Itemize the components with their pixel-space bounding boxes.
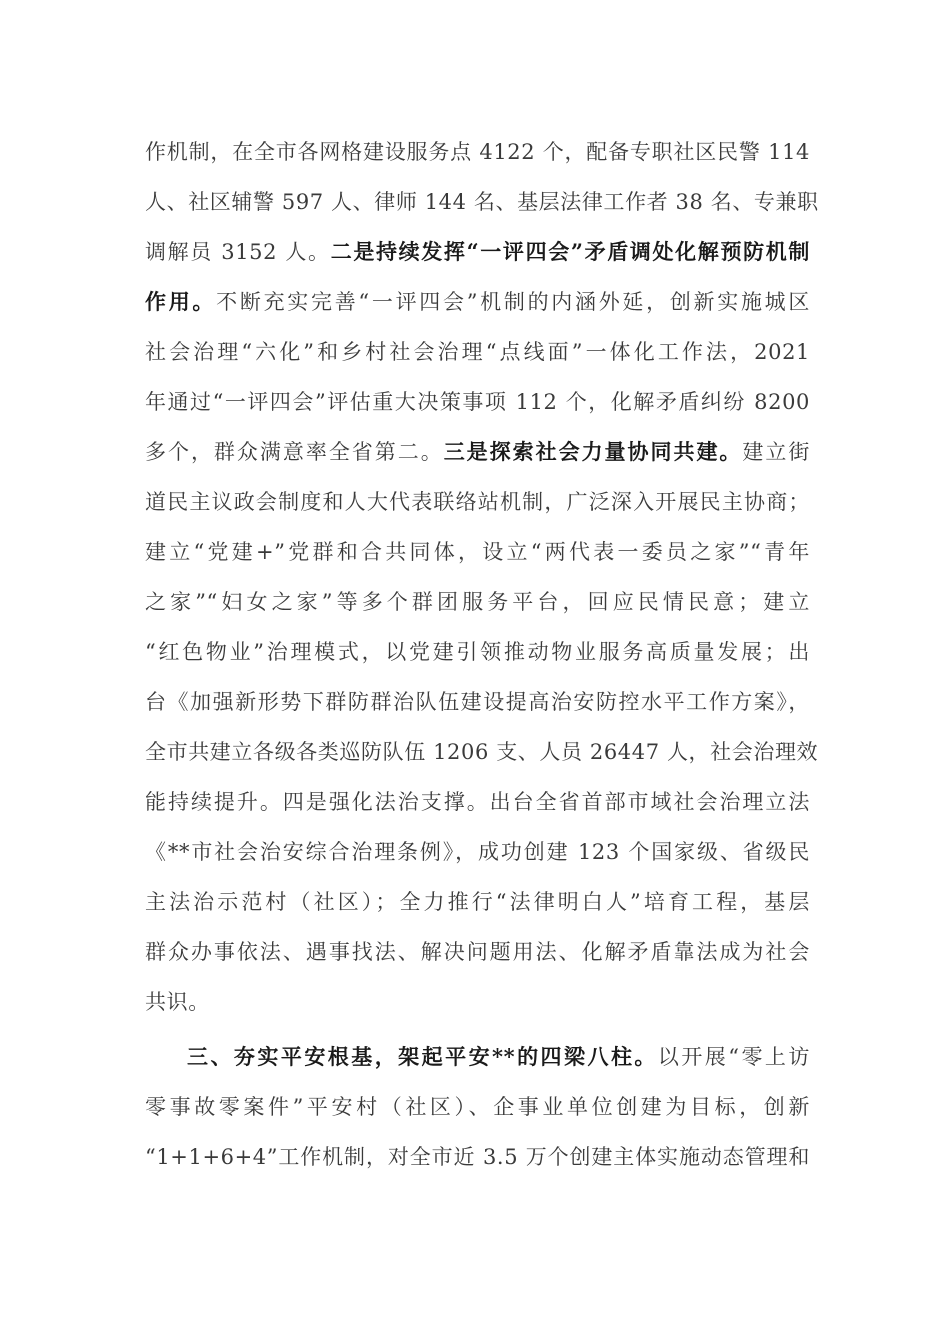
text-segment: “1+1+6+4”工作机制，对全市近 3.5 万个创建主体实施动态管理和 [145, 1145, 810, 1169]
text-line [145, 937, 810, 967]
text-line [145, 437, 810, 467]
text-segment: 不断充实完善“一评四会”机制的内涵外延，创新实施城区 [216, 290, 810, 314]
text-line [145, 787, 810, 817]
text-line [145, 487, 810, 517]
text-segment: 多个，群众满意率全省第二。 [145, 440, 444, 464]
text-line [145, 537, 810, 567]
text-segment: 年通过“一评四会”评估重大决策事项 112 个，化解矛盾纠纷 8200 [145, 390, 810, 414]
text-line [145, 1142, 810, 1172]
text-line [145, 737, 819, 767]
text-line [145, 237, 810, 267]
text-segment: 社会治理“六化”和乡村社会治理“点线面”一体化工作法，2021 [145, 340, 810, 364]
text-line [145, 287, 810, 317]
text-segment: 道民主议政会制度和人大代表联络站机制，广泛深入开展民主协商； [145, 490, 810, 514]
text-line [145, 887, 810, 917]
text-line [145, 637, 810, 667]
text-line [145, 837, 810, 867]
text-segment: 建立街 [742, 440, 810, 464]
text-segment: 台《加强新形势下群防群治队伍建设提高治安防控水平工作方案》， [145, 690, 810, 714]
text-line [145, 187, 819, 217]
text-segment: 主法治示范村（社区）；全力推行“法律明白人”培育工程，基层 [145, 890, 810, 914]
text-segment: 零事故零案件”平安村（社区）、企事业单位创建为目标，创新 [145, 1095, 810, 1119]
text-line [145, 337, 810, 367]
text-segment: 全市共建立各级各类巡防队伍 1206 支、人员 26447 人，社会治理效 [145, 740, 819, 764]
text-line [145, 137, 810, 167]
section-heading: 三、夯实平安根基，架起平安**的四梁八柱。 [187, 1044, 658, 1069]
text-line [145, 987, 810, 1017]
text-segment: 以开展“零上访 [657, 1045, 811, 1069]
bold-heading-segment: 二是持续发挥“一评四会”矛盾调处化解预防机制 [330, 239, 810, 264]
text-line [145, 1092, 810, 1122]
text-segment: 人、社区辅警 597 人、律师 144 名、基层法律工作者 38 名、专兼职 [145, 190, 819, 214]
bold-heading-segment: 作用。 [145, 289, 217, 314]
text-segment: “红色物业”治理模式，以党建引领推动物业服务高质量发展；出 [145, 640, 810, 664]
section-heading-line [145, 1042, 810, 1072]
text-line [145, 387, 810, 417]
text-segment: 《**市社会治安综合治理条例》，成功创建 123 个国家级、省级民 [145, 840, 810, 864]
text-segment: 共识。 [145, 990, 210, 1014]
text-segment: 建立“党建+”党群和合共同体，设立“两代表一委员之家”“青年 [145, 540, 810, 564]
bold-heading-segment: 三是探索社会力量协同共建。 [443, 439, 743, 464]
text-segment: 调解员 3152 人。 [145, 240, 331, 264]
text-segment: 能持续提升。四是强化法治支撑。出台全省首部市域社会治理立法 [145, 790, 810, 814]
text-line [145, 687, 810, 717]
text-segment: 作机制，在全市各网格建设服务点 4122 个，配备专职社区民警 114 [145, 140, 810, 164]
text-segment: 群众办事依法、遇事找法、解决问题用法、化解矛盾靠法成为社会 [145, 940, 810, 964]
text-segment: 之家”“妇女之家”等多个群团服务平台，回应民情民意；建立 [145, 590, 810, 614]
text-line [145, 587, 810, 617]
